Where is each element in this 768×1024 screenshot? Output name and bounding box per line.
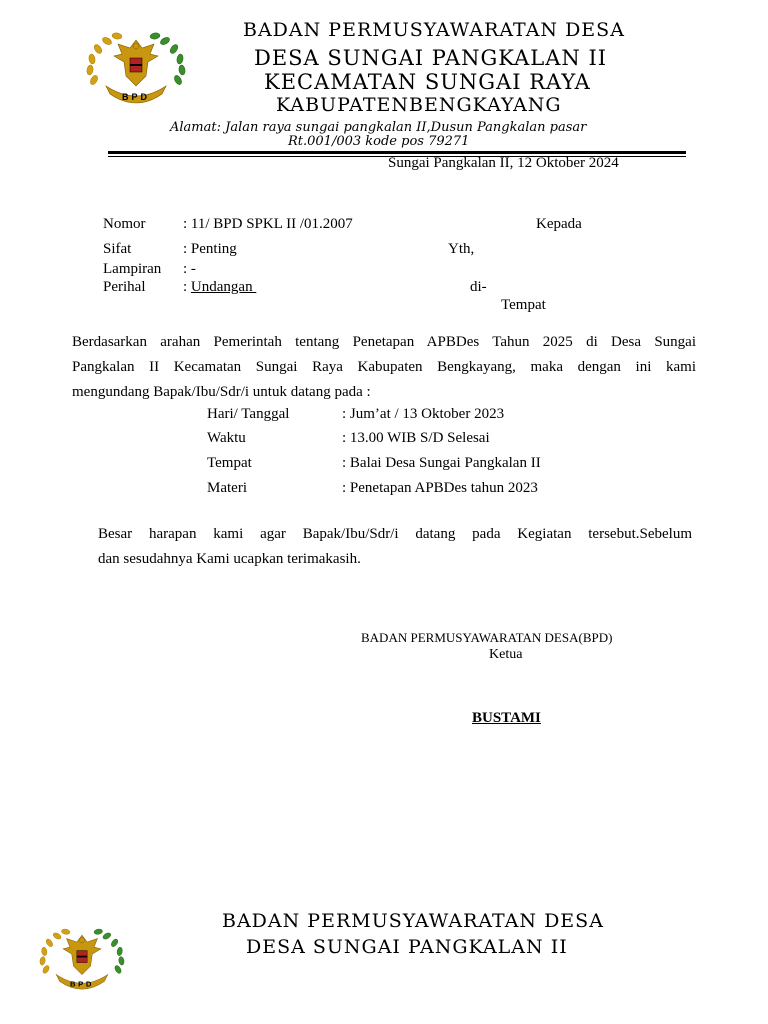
- bpd-logo-footer: [34, 920, 130, 1000]
- logo-text-footer: BPD: [70, 979, 94, 989]
- signature-title: Ketua: [489, 647, 523, 662]
- perihal-colon: :: [183, 279, 191, 295]
- detail-value-tempat: : Balai Desa Sungai Pangkalan II: [342, 455, 541, 471]
- perihal-value: Undangan: [190, 279, 257, 295]
- signature-name: BUSTAMI: [472, 710, 541, 726]
- recipient-yth: Yth,: [448, 241, 475, 257]
- letterhead-address-1: Alamat: Jalan raya sungai pangkalan II,Dusun Pangkalan pasar: [170, 120, 587, 135]
- recipient-di: di-: [470, 279, 487, 295]
- signature-org: BADAN PERMUSYAWARATAN DESA(BPD): [361, 630, 613, 645]
- detail-label-hari: Hari/ Tanggal: [207, 406, 290, 422]
- logo-text: BPD: [121, 92, 151, 102]
- letterhead-address-2: Rt.001/003 kode pos 79271: [288, 134, 470, 149]
- detail-value-hari: : Jum’at / 13 Oktober 2023: [342, 406, 505, 422]
- recipient-tempat: Tempat: [501, 297, 546, 313]
- footer-header-line1: BADAN PERMUSYAWARATAN DESA: [222, 910, 604, 932]
- letterhead-line1: BADAN PERMUSYAWARATAN DESA: [243, 19, 625, 41]
- detail-label-materi: Materi: [207, 480, 247, 496]
- perihal-label: Perihal: [103, 279, 146, 295]
- lampiran-label: Lampiran: [103, 261, 162, 277]
- letterhead-line2: DESA SUNGAI PANGKALAN II: [254, 46, 608, 70]
- detail-label-tempat: Tempat: [207, 455, 252, 471]
- paragraph-1-line-1: Berdasarkan arahan Pemerintah tentang Penetapan APBDes Tahun 2025 di Desa Sungai: [72, 334, 696, 350]
- nomor-value: : 11/ BPD SPKL II /01.2007: [183, 216, 353, 232]
- bpd-logo: [80, 28, 192, 110]
- detail-value-materi: : Penetapan APBDes tahun 2023: [342, 480, 538, 496]
- sifat-label: Sifat: [103, 241, 132, 257]
- sifat-value: : Penting: [183, 241, 237, 257]
- detail-value-waktu: : 13.00 WIB S/D Selesai: [342, 430, 490, 446]
- paragraph-2-line-1: Besar harapan kami agar Bapak/Ibu/Sdr/i datang pada Kegiatan tersebut.Sebelum: [98, 526, 692, 542]
- nomor-label: Nomor: [103, 216, 146, 232]
- perihal-value-row: [183, 279, 256, 296]
- letterhead-line4: KABUPATENBENGKAYANG: [276, 94, 562, 116]
- paragraph-1-line-2: Pangkalan II Kecamatan Sungai Raya Kabupaten Bengkayang, maka dengan ini kami: [72, 359, 696, 375]
- paragraph-1-line-3: mengundang Bapak/Ibu/Sdr/i untuk datang pada :: [72, 384, 371, 400]
- footer-header-line2: DESA SUNGAI PANGKALAN II: [246, 936, 568, 958]
- header-rule-thick: [108, 151, 686, 154]
- paragraph-2-line-2: dan sesudahnya Kami ucapkan terimakasih.: [98, 551, 361, 567]
- detail-label-waktu: Waktu: [207, 430, 246, 446]
- lampiran-value: : -: [183, 261, 196, 277]
- recipient-kepada: Kepada: [536, 216, 582, 232]
- date-line: Sungai Pangkalan II, 12 Oktober 2024: [388, 155, 619, 171]
- letterhead-line3: KECAMATAN SUNGAI RAYA: [264, 70, 591, 94]
